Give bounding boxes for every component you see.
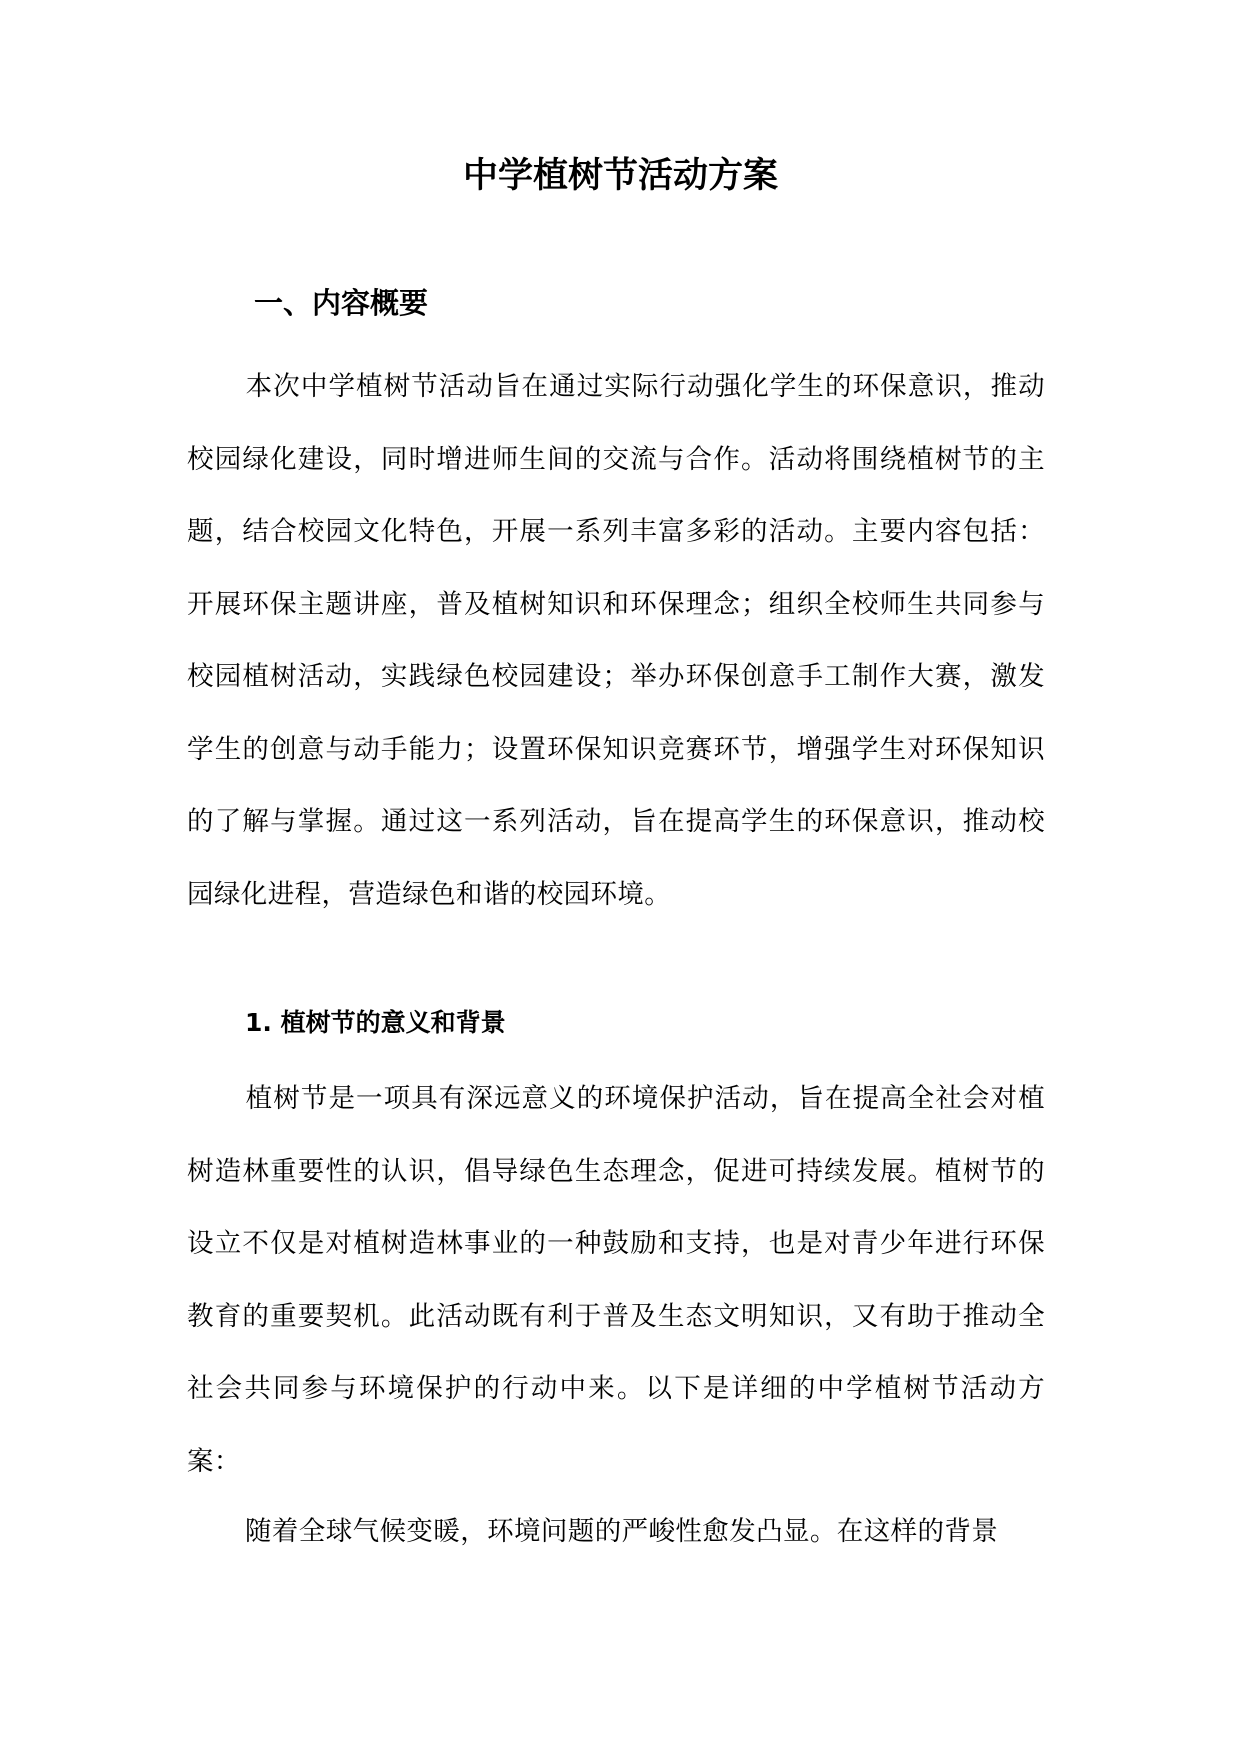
- section-heading-meaning: 1. 植树节的意义和背景: [245, 1008, 506, 1037]
- background-paragraph: [187, 1496, 1045, 1569]
- document-title: 中学植树节活动方案: [462, 156, 778, 196]
- meaning-paragraph-text: 植树节是一项具有深远意义的环境保护活动，旨在提高全社会对植树造林重要性的认识，倡导绿色生态理念，促进可持续发展。植树节的设立不仅是对植树造林事业的一种鼓励和支持，也是对青少年进行环保教育的重要契机。此活动既有利于普及生态文明知识，又有助于推动全社会共同参与环境保护的行动中来。以下是详细的中学植树节活动方案：: [187, 1083, 1045, 1477]
- summary-paragraph-text: 本次中学植树节活动旨在通过实际行动强化学生的环保意识，推动校园绿化建设，同时增进师生间的交流与合作。活动将围绕植树节的主题，结合校园文化特色，开展一系列丰富多彩的活动。主要内容包括：开展环保主题讲座，普及植树知识和环保理念；组织全校师生共同参与校园植树活动，实践绿色校园建设；举办环保创意手工制作大赛，激发学生的创意与动手能力；设置环保知识竞赛环节，增强学生对环保知识的了解与掌握。通过这一系列活动，旨在提高学生的环保意识，推动校园绿化进程，营造绿色和谐的校园环境。: [187, 371, 1045, 910]
- meaning-paragraph: [187, 1063, 1045, 1498]
- summary-paragraph: [187, 351, 1045, 931]
- section-heading-summary: 一、内容概要: [254, 286, 429, 320]
- background-paragraph-text: 随着全球气候变暖，环境问题的严峻性愈发凸显。在这样的背景: [245, 1516, 999, 1547]
